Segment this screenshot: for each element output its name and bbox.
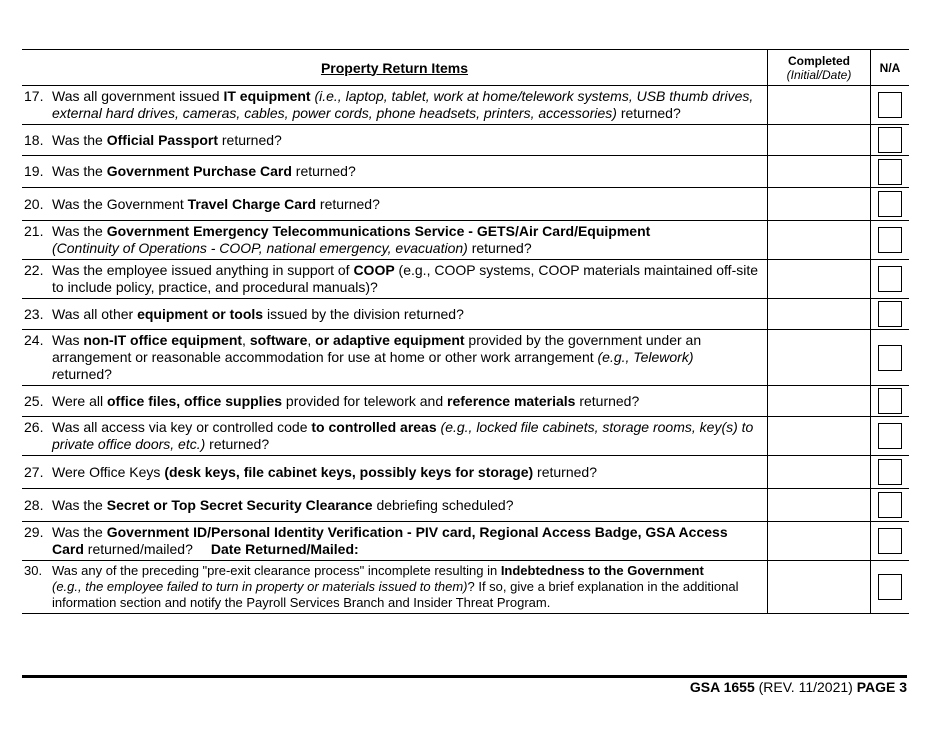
item-text-segment: (i.e., laptop, tablet, work at home/telework systems, USB thumb drives, external hard drives, cameras, cables, power cords, phone headsets, printers, accessories)	[52, 88, 754, 121]
na-cell	[871, 417, 910, 456]
item-question	[22, 330, 767, 385]
items-column-header: Property Return Items	[22, 50, 768, 86]
completed-field[interactable]	[768, 156, 871, 188]
item-question	[22, 561, 767, 613]
form-revision: (REV. 11/2021)	[758, 679, 853, 695]
completed-field[interactable]	[768, 221, 871, 260]
item-number: 20.	[24, 195, 44, 212]
item-text	[52, 393, 767, 410]
item-text-segment: (e.g., the employee failed to turn in property or materials issued to them)	[52, 579, 468, 594]
item-question	[22, 462, 767, 483]
item-text	[52, 497, 767, 514]
date-returned-label: Date Returned/Mailed:	[210, 541, 359, 557]
item-text-segment: eturned?	[56, 366, 112, 382]
property-return-table	[22, 49, 909, 614]
item-text-segment: ,	[242, 332, 250, 348]
na-checkbox[interactable]	[878, 127, 902, 153]
item-text	[52, 464, 767, 481]
na-cell	[871, 330, 910, 386]
page-number: PAGE 3	[856, 679, 907, 695]
item-cell	[22, 386, 768, 417]
item-text-segment: returned/mailed?	[83, 541, 193, 557]
na-checkbox[interactable]	[878, 227, 902, 253]
completed-field[interactable]	[768, 330, 871, 386]
item-text-segment: returned?	[205, 436, 270, 452]
item-number: 30.	[24, 563, 43, 578]
na-checkbox[interactable]	[878, 423, 902, 449]
completed-field[interactable]	[768, 299, 871, 330]
item-text-segment: Was the	[52, 223, 107, 239]
item-text-segment: issued by the division returned?	[263, 305, 464, 322]
item-text-segment: ,	[307, 332, 316, 348]
item-text-segment: provided for telework and	[282, 392, 448, 409]
item-cell	[22, 156, 768, 188]
item-text-segment: Was the employee issued anything in support of	[52, 262, 354, 278]
item-number: 29.	[24, 524, 44, 540]
item-text-segment: provided by the government under an arrangement or reasonable accommodation for use at home or other work arrangement	[52, 332, 702, 365]
item-text-segment: Was the	[52, 524, 107, 540]
item-text	[52, 132, 767, 149]
footer	[690, 679, 907, 695]
item-text-segment: debriefing scheduled?	[372, 496, 514, 513]
na-cell	[871, 156, 910, 188]
na-cell	[871, 221, 910, 260]
table-row	[22, 156, 909, 188]
table-row	[22, 86, 909, 125]
item-text	[52, 524, 767, 558]
item-number: 26.	[24, 419, 44, 435]
table-row	[22, 489, 909, 522]
table-row	[22, 386, 909, 417]
item-number: 23.	[24, 305, 44, 322]
table-row	[22, 417, 909, 456]
item-text-segment: non-IT office equipment	[83, 332, 243, 348]
table-row	[22, 456, 909, 489]
item-number: 19.	[24, 163, 44, 179]
na-checkbox[interactable]	[878, 528, 902, 554]
na-checkbox[interactable]	[878, 574, 902, 600]
item-text-segment: Secret or Top Secret Security Clearance	[106, 496, 373, 513]
table-row	[22, 125, 909, 156]
item-cell	[22, 299, 768, 330]
completed-field[interactable]	[768, 522, 871, 561]
na-cell	[871, 125, 910, 156]
completed-field[interactable]	[768, 86, 871, 125]
item-text-segment: Was all other	[52, 305, 138, 322]
item-question	[22, 522, 767, 560]
item-text-segment: Was the	[52, 131, 107, 148]
na-checkbox[interactable]	[878, 92, 902, 118]
item-text-segment: COOP	[353, 262, 395, 278]
na-checkbox[interactable]	[878, 301, 902, 327]
completed-column-header	[768, 50, 871, 86]
item-text-segment: Was all access via key or controlled code	[52, 419, 312, 435]
table-row	[22, 561, 909, 614]
table-row	[22, 188, 909, 221]
item-cell	[22, 125, 768, 156]
na-checkbox[interactable]	[878, 345, 902, 371]
na-checkbox[interactable]	[878, 388, 902, 414]
item-cell	[22, 561, 768, 614]
item-question	[22, 221, 767, 259]
item-text-segment: returned?	[218, 131, 282, 148]
item-text-segment: r	[52, 366, 57, 382]
item-text-segment: Was the	[52, 163, 107, 179]
item-text-segment: Government ID/Personal Identity Verification - PIV card, Regional Access Badge, GSA Access Card	[52, 524, 728, 557]
item-text	[52, 196, 767, 213]
item-text-segment: Was all government issued	[52, 88, 224, 104]
item-text	[52, 306, 767, 323]
item-text-segment: Indebtedness to the Government	[500, 563, 704, 578]
item-text	[52, 163, 767, 180]
item-number: 17.	[24, 88, 44, 104]
na-cell	[871, 456, 910, 489]
item-cell	[22, 221, 768, 260]
item-text-segment: or adaptive equipment	[315, 332, 465, 348]
na-checkbox[interactable]	[878, 459, 902, 485]
completed-field[interactable]	[768, 386, 871, 417]
table-row	[22, 260, 909, 299]
item-question	[22, 495, 767, 516]
item-text-segment: returned?	[467, 240, 532, 256]
item-text-segment: Was any of the preceding "pre-exit clearance process" incomplete resulting in	[52, 563, 501, 578]
na-checkbox[interactable]	[878, 191, 902, 217]
table-header-row	[22, 50, 909, 86]
item-question	[22, 86, 767, 124]
completed-label: Completed	[787, 53, 850, 68]
item-cell	[22, 417, 768, 456]
item-text-segment: software	[249, 332, 308, 348]
na-cell	[871, 386, 910, 417]
item-text-segment: ? If so, give a brief explanation in the additional information section and notify the Payroll Services Branch and Insider Threat Program.	[52, 579, 739, 610]
item-text-segment: Was the Government	[52, 195, 188, 212]
na-cell	[871, 489, 910, 522]
na-cell	[871, 188, 910, 221]
item-cell	[22, 86, 768, 125]
item-text-segment: Were all	[52, 392, 107, 409]
table-row	[22, 330, 909, 386]
item-text-segment: reference materials	[447, 392, 576, 409]
item-cell	[22, 489, 768, 522]
item-text-segment: Were Office Keys	[52, 463, 165, 480]
item-text-segment: equipment or tools	[137, 305, 264, 322]
item-cell	[22, 522, 768, 561]
na-checkbox[interactable]	[878, 492, 902, 518]
item-text	[52, 563, 767, 611]
item-cell	[22, 188, 768, 221]
na-cell	[871, 260, 910, 299]
item-text	[52, 223, 767, 257]
form-id: GSA 1655	[689, 679, 755, 695]
item-text-segment: Official Passport	[106, 131, 218, 148]
item-question	[22, 260, 767, 298]
item-text-segment: to controlled areas	[311, 419, 437, 435]
table-row	[22, 221, 909, 260]
item-cell	[22, 330, 768, 386]
item-question	[22, 161, 767, 182]
table-row	[22, 299, 909, 330]
item-cell	[22, 456, 768, 489]
item-text-segment: returned?	[575, 392, 640, 409]
item-text-segment: (Continuity of Operations - COOP, national emergency, evacuation)	[52, 240, 468, 256]
item-text	[52, 419, 767, 453]
completed-field[interactable]	[768, 489, 871, 522]
completed-field[interactable]	[768, 456, 871, 489]
completed-field[interactable]	[768, 125, 871, 156]
item-text-segment: returned?	[316, 195, 380, 212]
item-text-segment: office files, office supplies	[106, 392, 283, 409]
item-text-segment: Government Purchase Card	[106, 163, 292, 179]
item-question	[22, 391, 767, 412]
item-question	[22, 130, 767, 151]
item-text-segment: Was the	[52, 496, 107, 513]
na-checkbox[interactable]	[878, 266, 902, 292]
na-cell	[871, 522, 910, 561]
item-text-segment: Government Emergency Telecommunications Service - GETS/Air Card/Equipment	[106, 223, 651, 239]
item-number: 22.	[24, 262, 44, 278]
item-number: 21.	[24, 223, 44, 239]
item-number: 27.	[24, 463, 44, 480]
table-row	[22, 522, 909, 561]
item-cell	[22, 260, 768, 299]
completed-field[interactable]	[768, 561, 871, 614]
item-text	[52, 88, 767, 122]
item-text-segment: returned?	[616, 105, 681, 121]
completed-sub-label: (Initial/Date)	[786, 67, 852, 82]
completed-field[interactable]	[768, 417, 871, 456]
na-column-header: N/A	[871, 50, 910, 86]
item-text-segment: (e.g., Telework)	[597, 349, 694, 365]
item-number: 25.	[24, 392, 44, 409]
item-number: 18.	[24, 131, 44, 148]
item-text-segment: (e.g., locked file cabinets, storage rooms, key(s) to private office doors, etc.)	[52, 419, 754, 452]
item-text-segment: Was	[52, 332, 84, 348]
item-question	[22, 194, 767, 215]
item-number: 24.	[24, 332, 44, 348]
item-text	[52, 332, 767, 383]
na-checkbox[interactable]	[878, 159, 902, 185]
na-cell	[871, 299, 910, 330]
footer-divider	[22, 675, 907, 678]
item-text-segment: (e.g., COOP systems, COOP materials maintained off-site to include policy, practice, and procedural manuals)?	[52, 262, 759, 295]
item-text-segment: IT equipment	[223, 88, 311, 104]
item-text-segment: (desk keys, file cabinet keys, possibly keys for storage)	[164, 463, 534, 480]
completed-field[interactable]	[768, 260, 871, 299]
na-cell	[871, 86, 910, 125]
item-text-segment: returned?	[291, 163, 356, 179]
completed-field[interactable]	[768, 188, 871, 221]
item-text-segment: Travel Charge Card	[187, 195, 317, 212]
item-text	[52, 262, 767, 296]
item-text-segment: returned?	[533, 463, 597, 480]
item-question	[22, 304, 767, 325]
item-number: 28.	[24, 496, 44, 513]
item-question	[22, 417, 767, 455]
na-cell	[871, 561, 910, 614]
